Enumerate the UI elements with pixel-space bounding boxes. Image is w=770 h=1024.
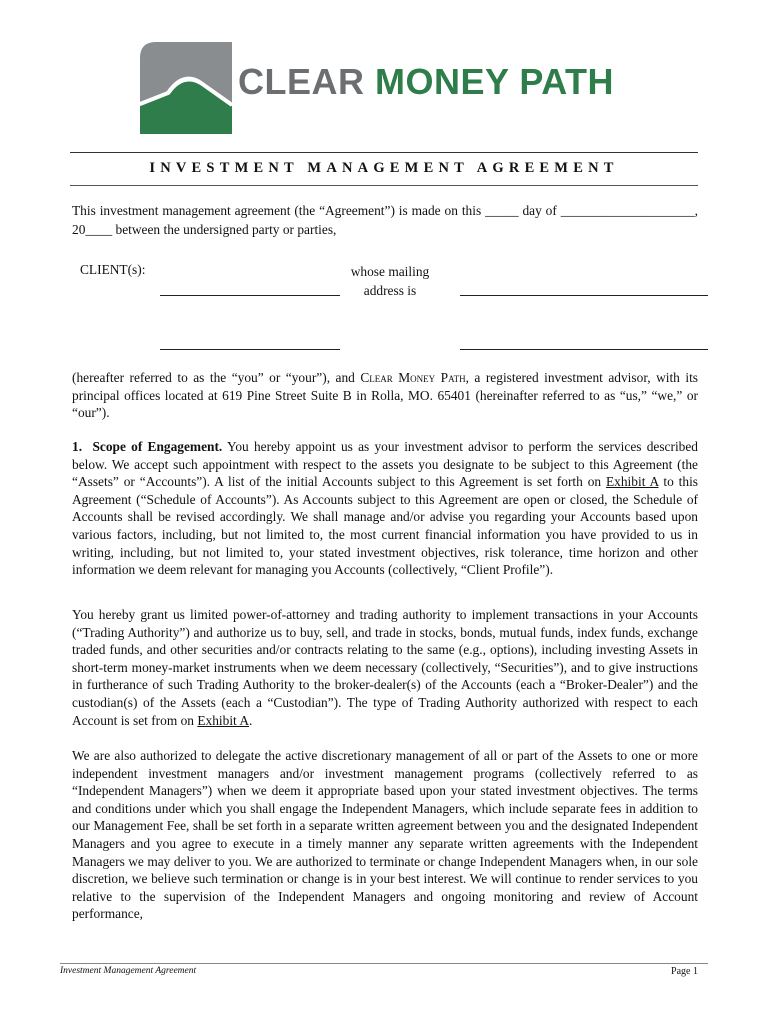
footer-rule: [60, 963, 708, 964]
client-label: CLIENT(s):: [80, 262, 146, 277]
brand-name: [238, 61, 615, 102]
exhibit-a-link-2: Exhibit A: [197, 712, 250, 728]
rising-chart-icon: [140, 42, 232, 134]
section1-p2-a: You hereby grant us limited power-of-attorney and trading authority to implement transactions in your Accounts (“Trading Authority”) and authorize us to buy, sell, and trade in stocks, bonds, mutual funds, index funds, exchange traded funds, and other securities and/or contracts relating to the same (e.g., options), including investing Assets in short-term money-market instruments when we deem necessary (collectively, “Securities”), and to give instructions in furtherance of such Trading Authority to the broker-dealer(s) of the Accounts (each a “Broker-Dealer”) and the custodian(s) of the Assets (each a “Custodian”). The type of Trading Authority authorized with respect to each Account is set from on: [72, 607, 698, 728]
hereafter-paragraph: [72, 369, 698, 422]
mailing-address-line-2[interactable]: [460, 349, 708, 350]
client-name-line-1[interactable]: [160, 295, 340, 296]
section1-paragraph-3: We are also authorized to delegate the active discretionary management of all or part of the Assets to one or more independent investment managers and/or investment management programs (collectively referred to as “Independent Managers”) when we deem it appropriate based upon your stated investment objectives. The terms and conditions under which you shall engage the Independent Managers, which include separate fees in addition to our Management Fee, shall be set forth in a separate written agreement between you and the designated Independent Managers and you agree to execute in a timely manner any separate written agreements with the Independent Managers we may deliver to you. We are authorized to terminate or change Independent Managers when, in our sole discretion, we believe such termination or change is in your best interest. We will continue to render services to you relative to the supervision of the Independent Managers and ongoing monitoring and review of Account performance,: [72, 748, 698, 922]
brand-word-clear: CLEAR: [238, 61, 365, 102]
title-bottom-rule: [70, 185, 698, 186]
section1-paragraph-2: [72, 606, 698, 729]
section1-heading: 1. Scope of Engagement.: [72, 439, 223, 454]
mailing-address-line-1[interactable]: [460, 295, 708, 296]
exhibit-a-link-1: Exhibit A: [605, 474, 659, 490]
brand-word-money-path: MONEY PATH: [375, 61, 615, 102]
title-top-rule: [70, 152, 698, 153]
section1-p1-a: You hereby appoint us as your investment advisor to perform the services described below. We accept such appointment with respect to the assets you designate to be subject to this Agreement (the “Assets” or “Accounts”). A list of the initial Accounts subject to this Agreement is set forth on: [72, 439, 699, 490]
hereafter-before: (hereafter referred to as the “you” or “your”), and: [72, 370, 361, 385]
company-name: Clear Money Path: [360, 370, 466, 385]
section1-p1-b: to this Agreement (“Schedule of Accounts”). As Accounts subject to this Agreement are open or closed, the Schedule of Accounts shall be revised accordingly. We shall manage and/or advise you regarding your Accounts based upon various factors, including, but not limited to, the most current financial information you have provided to us in writing, including, but not limited to, your stated investment objectives, risk tolerance, time horizon and other information we deem relevant for managing you Accounts (collectively, “Client Profile”).: [72, 474, 698, 578]
section1-paragraph-1: [72, 438, 698, 579]
document-title: INVESTMENT MANAGEMENT AGREEMENT: [149, 160, 619, 176]
intro-paragraph: This investment management agreement (the “Agreement”) is made on this _____ day of ____________________, 20____ between the undersigned party or parties,: [72, 203, 698, 237]
footer-document-name: Investment Management Agreement: [60, 966, 197, 976]
hereafter-after: , a registered investment advisor, with its principal offices located at 619 Pine Street Suite B in Rolla, MO. 65401 (hereinafter referred to as “us,” “we,” or “our”).: [72, 370, 699, 421]
mailing-label-line2: address is: [363, 283, 417, 298]
mailing-address-label: [340, 262, 440, 300]
page-number: Page 1: [671, 966, 698, 977]
client-name-line-2[interactable]: [160, 349, 340, 350]
section1-p2-b: .: [249, 712, 253, 728]
mailing-label-line1: whose mailing: [350, 264, 430, 279]
